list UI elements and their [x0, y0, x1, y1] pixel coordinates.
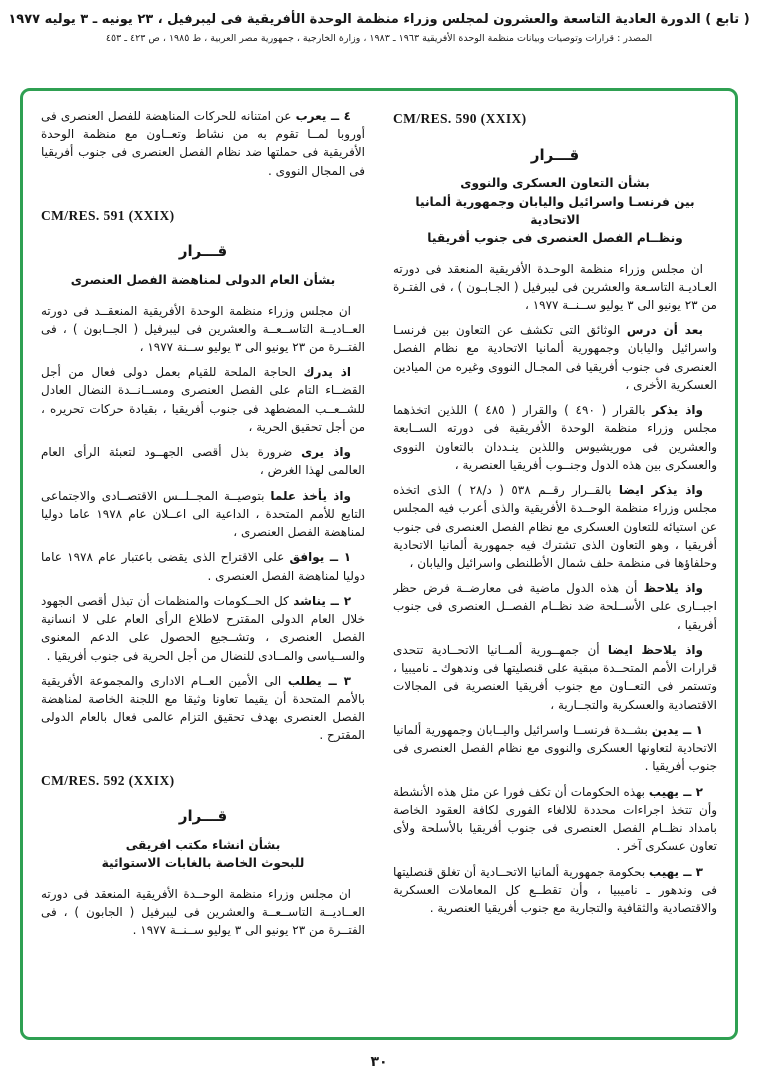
paragraph-text: ضرورة بذل أقصى الجهــود لتعبئة الرأى العام العالمى لهذا الغرض ، — [41, 445, 365, 478]
paragraph — [393, 863, 717, 918]
paragraph-text: أن جمهــورية ألمــانيا الاتحــادية تتحدى قرارات الأمم المتحــدة مبقية على قنصليتها فى وندهوك ـ ناميبيا ، وتستمر فى التعــاون مع جنوب أفريقيا العنصرية فى المجالات الاقتصادية والعسكرية والتجــارية ، — [393, 642, 717, 712]
paragraph — [393, 260, 717, 315]
resolution-subtitle: بين فرنسـا واسرائيل واليابان وجمهورية ألمانيا الاتحادية — [415, 194, 695, 227]
header-source: المصدر : قرارات وتوصيات وبيانات منظمة الوحدة الأفريقية ١٩٦٣ ـ ١٩٨٣ ، وزارة الخارجية ، جمهورية مصر العربية ، ط ١٩٨٥ ، ص ٤٢٣ ـ ٤٥٣ — [105, 33, 653, 44]
paragraph-text: كل الحــكومات والمنظمات أن تبذل أقصى الجهود خلال العام الدولى المقترح لاطلاع الرأى العام على لا انسانية الفصل العنصرى ، وتشــجيع الحصول على الدعم المعنوى والســياسى والمــادى للنضال من أجل الحرية فى جنوب أفريقيا . — [41, 593, 365, 663]
paragraph — [41, 443, 365, 479]
resolution-subtitle: بشأن التعاون العسكرى والنووى — [460, 176, 650, 191]
paragraph-lead: واذ يذكر — [652, 403, 703, 418]
resolution-number-592: CM/RES. 592 (XXIX) — [41, 772, 175, 788]
paragraph-lead: ١ ــ يدين — [651, 722, 703, 737]
header-title: ( تابع ) الدورة العادية التاسعة والعشرون لمجلس وزراء منظمة الوحدة الأفريقية فى ليبرفيل ، ٢٣ يونيه ـ ٣ يوليه ١٩٧٧ — [8, 12, 750, 27]
paragraph-lead: ١ ــ يوافق — [289, 550, 352, 565]
paragraph-lead: واذ يأخذ علما — [270, 488, 351, 503]
paragraph — [393, 783, 717, 856]
paragraph — [41, 302, 365, 357]
paragraph-lead: ٣ ــ يطلب — [287, 673, 351, 688]
paragraph-text: بتوصيــة المجــلــس الاقتصــادى والاجتماعى التابع للأمم المتحدة ، الداعية الى اعــلان عام ١٩٧٨ عاما دوليا لمناهضة الفصل العنصرى ، — [41, 488, 365, 540]
paragraph-text: بالقرار ( ٤٩٠ ) والقرار ( ٤٨٥ ) اللذين اتخذهما مجلس وزراء منظمة الوحدة الأفريقية فى دورته الســابعة والعشرين فى موريشيوس واللذين ينـددان بالتعاون النووى والعسكرى بين هذه الدول وجنــوب أفريقيا العنصرية ، — [393, 403, 717, 472]
column-left-res591-592 — [41, 107, 365, 1021]
resolution-title-590: قـــرار — [530, 145, 580, 164]
paragraph-text: على الاقتراح الذى يقضى باعتبار عام ١٩٧٨ عاما دوليا لمناهضة الفصل العنصرى . — [41, 550, 365, 583]
paragraph — [393, 321, 717, 394]
paragraph-text: ان مجلس وزراء منظمة الوحـدة الأفريقية المنعقد فى دورته العـاديـة التاسـعة والعشرين فى ليبرفيل ( الجـابـون ) ، فى الفتـرة من ٢٣ يونيو الى ٣ يوليو ســنــة ١٩٧٧ ، — [393, 261, 717, 312]
paragraph — [393, 641, 717, 714]
paragraph-text: الوثائق التى تكشف عن التعاون بين فرنسـا واسرائيل واليابان وجمهورية ألمانيا الاتحادية مع نظام الفصل العنصرى فى جنوب أفريقيا فى المجـال النووى وغيره من الميادين العسكرية الأخرى ، — [393, 323, 717, 392]
paragraph — [393, 721, 717, 776]
page-header — [0, 0, 758, 44]
paragraph-text: بالقــرار رقــم ٥٣٨ ( د/٢٨ ) الذى اتخذه مجلس وزراء منظمة الوحــدة الأفريقية والذى أعرب فيه المجلس عن استيائه للتعاون العسكرى مع نظام الفصل العنصرى فى جنوب أفريقيا ، وهو التعاون الذى تشترك فيه جمهورية ألمانيا الاتحادية وحلفاؤها فى منظمة حلف شمال الأطلنطى واسرائيل واليابان ، — [393, 483, 717, 571]
resolution-subtitle: بشأن العام الدولى لمناهضة الفصل العنصرى — [70, 273, 336, 288]
paragraph-text: بهذه الحكومات أن تكف فورا عن مثل هذه الأنشطة وأن تتخذ اجراءات محددة للالغاء الفورى لكافة العقود الخاصة بامداد نظــام الفصل العنصرى فى جنوب أفريقيا بالأسلحة ولأى تعاون عسكرى آخر . — [393, 784, 717, 854]
paragraph-lead: اذ يدرك — [303, 365, 352, 380]
paragraph-text: عن امتنانه للحركات المناهضة للفصل العنصرى فى أوروبا لمــا تقوم به من نشاط وتعــاون مع منظمة الوحدة الأفريقية فى حملتها ضد نظام الفصل العنصرى فى جنوب أفريقيا فى المجال النووى . — [41, 109, 365, 178]
paragraph-text: ان مجلس وزراء منظمة الوحدة الأفريقية المنعقــد فى دورته العــاديــة التاســعــة والعشرين فى ليبرفيل ( الجــابون ) ، فى الفتــرة من ٢٣ يونيو الى ٣ يوليو ســنة ١٩٧٧ ، — [41, 303, 365, 355]
resolution-title-592: قـــرار — [178, 807, 228, 826]
paragraph-text: ان مجلس وزراء منظمة الوحــدة الأفريقية المنعقد فى دورته العــاديــة التاســعــة والعشرين فى ليبرفيل ( الجابون ) ، فى الفتــرة من ٢٣ يونيو الى ٣ يوليو ســنــة ١٩٧٧ . — [41, 886, 365, 938]
paragraph-text: الى الأمين العــام الادارى والمجموعة الأفريقية بالأمم المتحدة أن يقيما تعاونا وثيقا مع اللجنة الخاصة لمناهضة الفصل العنصرى بهدف تحقيق التزام عالمى فعال بالعام الدولى المقترح . — [41, 673, 365, 743]
paragraph — [393, 401, 717, 474]
paragraph-lead: ٢ ــ يناشد — [293, 593, 352, 608]
paragraph — [41, 885, 365, 940]
paragraph-lead: ٣ ــ يهيب — [649, 864, 703, 879]
paragraph-lead: بعد أن درس — [626, 323, 703, 338]
resolution-number-590: CM/RES. 590 (XXIX) — [393, 111, 527, 126]
content-frame — [20, 88, 738, 1040]
paragraph — [393, 579, 717, 634]
paragraph — [41, 363, 365, 436]
paragraph — [41, 487, 365, 542]
paragraph-text: بشــدة فرنســا واسرائيل واليــابان وجمهورية ألمانيا الاتحادية لتعاونها العسكرى والنووى مع نظام الفصل العنصرى فى جنوب أفريقيا . — [393, 722, 717, 774]
resolution-number-591: CM/RES. 591 (XXIX) — [41, 207, 175, 223]
paragraph — [41, 107, 365, 180]
resolution-subtitle: بشأن انشاء مكتب افريقى — [125, 838, 281, 853]
paragraph — [41, 592, 365, 665]
paragraph-lead: واذ يلاحظ ايضا — [607, 642, 703, 657]
paragraph — [393, 481, 717, 572]
paragraph-lead: واذ يذكر ايضا — [618, 483, 704, 498]
paragraph — [41, 672, 365, 745]
paragraph-text: الحاجة الملحة للقيام بعمل دولى فعال من أجل القضــاء التام على الفصل العنصرى ومســانــدة النضال العادل للشــعــب المضطهد فى جنوب أفريقيا ، بقيادة حركات تحريره ، من أجل تحقيق الحرية ، — [41, 365, 365, 434]
paragraph — [41, 548, 365, 584]
resolution-subtitle: ونظــام الفصل العنصرى فى جنوب أفريقيا — [427, 231, 683, 246]
paragraph-text: أن هذه الدول ماضية فى معارضــة فرض حظر اجبــارى على الأســلحة ضد نظــام الفصــل العنصرى فى جنوب أفريقيا ، — [393, 581, 717, 632]
paragraph-text: بحكومة جمهورية ألمانيا الاتحــادية أن تغلق قنصليتها فى وندهور ـ ناميبيا ، وأن تقطــع كل المعاملات العسكرية والاقتصادية والثقافية والتجارية مع جنوب أفريقيا العنصرية . — [393, 864, 717, 915]
resolution-title-591: قـــرار — [178, 242, 228, 261]
paragraph-lead: واذ يرى — [301, 445, 351, 460]
resolution-subtitle: للبحوث الخاصة بالغابات الاستوائية — [101, 856, 305, 871]
page-number: ٣٠ — [370, 1054, 388, 1070]
paragraph-lead: ٢ ــ يهيب — [648, 784, 703, 799]
column-right-res590 — [393, 107, 717, 1021]
paragraph-lead: واذ يلاحظ — [643, 581, 704, 596]
paragraph-lead: ٤ ــ يعرب — [295, 109, 351, 123]
